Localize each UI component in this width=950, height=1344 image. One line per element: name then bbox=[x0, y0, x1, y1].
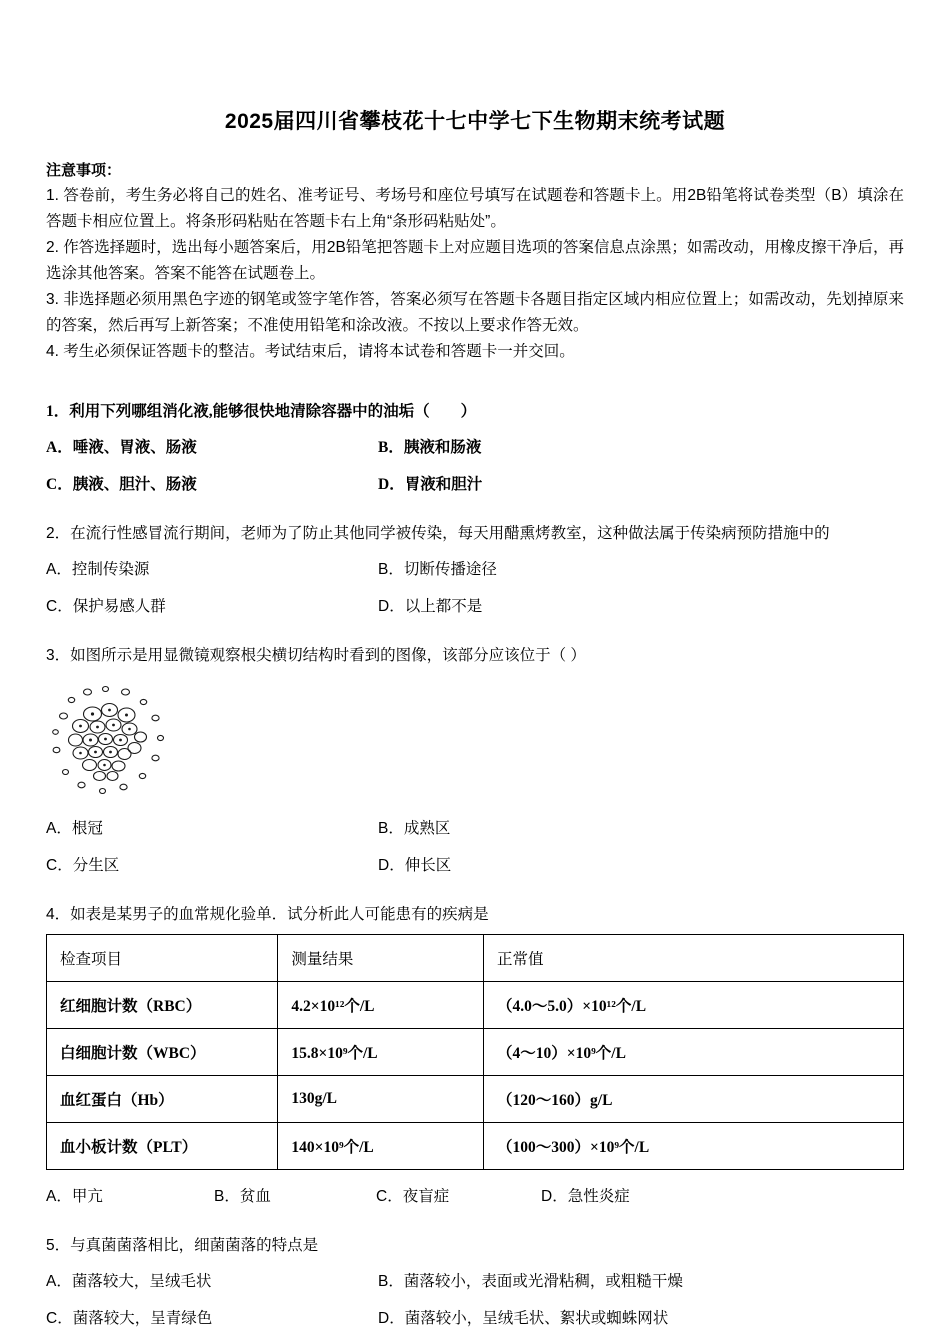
notice-heading: 注意事项： bbox=[46, 162, 122, 179]
question-3-options bbox=[46, 819, 904, 876]
question-4-options bbox=[46, 1187, 904, 1207]
question-3-stem: 3．如图所示是用显微镜观察根尖横切结构时看到的图像，该部分应该位于（ ） bbox=[46, 647, 586, 664]
question-4-option-c: C．夜盲症 bbox=[376, 1188, 450, 1205]
question-2-options bbox=[46, 560, 904, 617]
table-cell: 白细胞计数（WBC） bbox=[47, 1029, 278, 1076]
question-5-options bbox=[46, 1272, 904, 1329]
table-cell: 140×10⁹个/L bbox=[278, 1123, 484, 1170]
notice-section bbox=[46, 159, 904, 365]
question-4-option-b: B．贫血 bbox=[214, 1188, 271, 1205]
question-1-option-c: C．胰液、胆汁、肠液 bbox=[46, 476, 197, 493]
table-header-normal: 正常值 bbox=[484, 935, 904, 982]
table-cell: （4～10）×10⁹个/L bbox=[484, 1029, 904, 1076]
notice-item-1: 1. 答卷前，考生务必将自己的姓名、准考证号、考场号和座位号填写在试题卷和答题卡上。用2B铅笔将试卷类型（B）填涂在答题卡相应位置上。将条形码粘贴在答题卡右上角“条形码粘贴处”。 bbox=[46, 187, 904, 230]
notice-item-3: 3. 非选择题必须用黑色字迹的钢笔或签字笔作答，答案必须写在答题卡各题目指定区域内相应位置上；如需改动，先划掉原来的答案，然后再写上新答案；不准使用铅笔和涂改液。不按以上要求作答无效。 bbox=[46, 291, 904, 334]
table-cell: 红细胞计数（RBC） bbox=[47, 982, 278, 1029]
question-2-stem: 2．在流行性感冒流行期间，老师为了防止其他同学被传染，每天用醋熏烤教室，这种做法属于传染病预防措施中的 bbox=[46, 525, 830, 542]
table-row bbox=[47, 1029, 904, 1076]
table-cell: 130g/L bbox=[278, 1076, 484, 1123]
question-3-option-a: A．根冠 bbox=[46, 820, 103, 837]
table-header-result: 测量结果 bbox=[278, 935, 484, 982]
table-row bbox=[47, 982, 904, 1029]
question-1 bbox=[46, 399, 904, 495]
notice-item-2: 2. 作答选择题时，选出每小题答案后，用2B铅笔把答题卡上对应题目选项的答案信息点涂黑；如需改动，用橡皮擦干净后，再选涂其他答案。答案不能答在试题卷上。 bbox=[46, 239, 904, 282]
table-cell: （4.0～5.0）×10¹²个/L bbox=[484, 982, 904, 1029]
table-cell: （100～300）×10⁹个/L bbox=[484, 1123, 904, 1170]
question-4-option-d: D．急性炎症 bbox=[541, 1188, 630, 1205]
question-2-option-a: A．控制传染源 bbox=[46, 561, 150, 578]
question-1-option-d: D．胃液和胆汁 bbox=[378, 476, 483, 493]
question-1-stem: 1．利用下列哪组消化液,能够很快地清除容器中的油垢（ ） bbox=[46, 403, 477, 420]
question-3-option-d: D．伸长区 bbox=[378, 857, 452, 874]
question-4 bbox=[46, 902, 904, 1207]
table-cell: 15.8×10⁹个/L bbox=[278, 1029, 484, 1076]
notice-item-4: 4. 考生必须保证答题卡的整洁。考试结束后，请将本试卷和答题卡一并交回。 bbox=[46, 343, 575, 360]
question-5-option-d: D．菌落较小，呈绒毛状、絮状或蜘蛛网状 bbox=[378, 1310, 669, 1327]
question-5-option-a: A．菌落较大，呈绒毛状 bbox=[46, 1273, 212, 1290]
question-5-option-b: B．菌落较小，表面或光滑粘稠，或粗糙干燥 bbox=[378, 1273, 683, 1290]
question-1-option-a: A．唾液、胃液、肠液 bbox=[46, 439, 197, 456]
question-2-option-c: C．保护易感人群 bbox=[46, 598, 166, 615]
blood-test-table bbox=[46, 934, 904, 1170]
question-3-option-b: B．成熟区 bbox=[378, 820, 451, 837]
table-cell: 血红蛋白（Hb） bbox=[47, 1076, 278, 1123]
exam-title: 2025届四川省攀枝花十七中学七下生物期末统考试题 bbox=[224, 110, 726, 133]
question-4-stem: 4．如表是某男子的血常规化验单．试分析此人可能患有的疾病是 bbox=[46, 906, 489, 923]
table-row bbox=[47, 1123, 904, 1170]
question-5-stem: 5．与真菌菌落相比，细菌菌落的特点是 bbox=[46, 1237, 319, 1254]
question-2 bbox=[46, 521, 904, 617]
table-cell: 4.2×10¹²个/L bbox=[278, 982, 484, 1029]
question-1-option-b: B．胰液和肠液 bbox=[378, 439, 482, 456]
question-2-option-b: B．切断传播途径 bbox=[378, 561, 497, 578]
question-3-figure bbox=[46, 682, 904, 805]
question-1-options bbox=[46, 438, 904, 495]
question-5-option-c: C．菌落较大，呈青绿色 bbox=[46, 1310, 213, 1327]
table-cell: 血小板计数（PLT） bbox=[47, 1123, 278, 1170]
table-header-row bbox=[47, 935, 904, 982]
question-3-option-c: C．分生区 bbox=[46, 857, 120, 874]
table-row bbox=[47, 1076, 904, 1123]
table-cell: （120～160）g/L bbox=[484, 1076, 904, 1123]
table-header-item: 检查项目 bbox=[47, 935, 278, 982]
question-5 bbox=[46, 1233, 904, 1329]
root-tip-cross-section-image bbox=[46, 682, 174, 800]
question-2-option-d: D．以上都不是 bbox=[378, 598, 483, 615]
question-4-option-a: A．甲亢 bbox=[46, 1188, 103, 1205]
question-3 bbox=[46, 643, 904, 876]
